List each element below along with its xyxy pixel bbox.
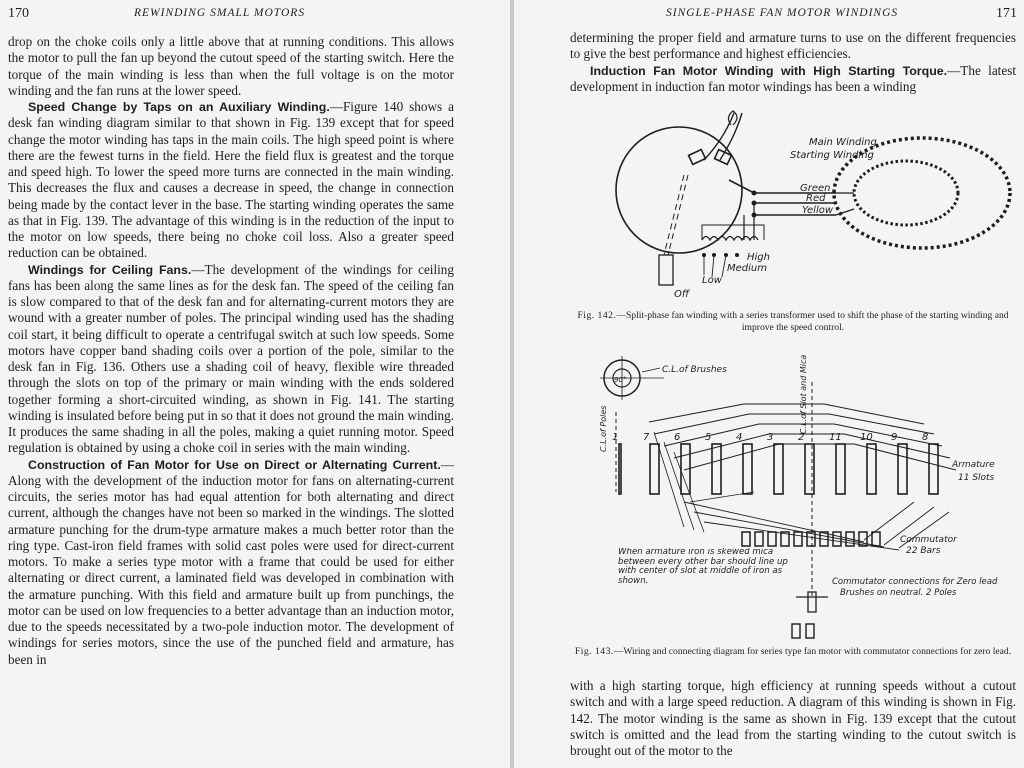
paragraph-text: determining the proper field and armature turns to use on the different frequencies to give the best performance and highest efficiencies.	[570, 30, 1016, 62]
right-page	[514, 0, 1024, 768]
paragraph	[8, 457, 454, 668]
label-starting-winding: Starting Winding	[790, 150, 874, 161]
page-number-right: 171	[996, 6, 1017, 21]
paragraph: with a high starting torque, high efficiency at running speeds without a cutout switch and with a large speed reduction. A diagram of this winding is shown in Fig. 142. The motor winding is the same as shown in Fig. 139 except that the cutout switch is omitted and the lead from the starting winding to the cutout switch is brought out of the motor to the	[570, 678, 1016, 758]
armature-slot	[867, 444, 876, 494]
brush-right	[806, 624, 814, 638]
figure-143-caption-text: —Wiring and connecting diagram for series type fan motor with commutator connections for zero lead.	[613, 646, 1012, 657]
label-main-winding: Main Winding	[809, 137, 877, 148]
label-armature: Armature	[952, 460, 995, 470]
terminal-left	[689, 150, 706, 165]
section-heading: Speed Change by Taps on an Auxiliary Winding.	[28, 100, 330, 114]
switch-lever	[664, 175, 688, 255]
slot-number: 9	[891, 432, 898, 443]
page-number-left: 170	[8, 6, 29, 21]
section-heading: Induction Fan Motor Winding with High Starting Torque.	[590, 63, 948, 78]
commutator-bar	[794, 532, 802, 546]
slot-number: 5	[705, 432, 712, 443]
paragraph-text: —The latest development in induction fan motor windings has been a winding	[570, 62, 1016, 94]
paragraph	[570, 63, 1016, 96]
paragraph-text: —Figure 140 shows a desk fan winding diagram similar to that shown in Fig. 139 except that for speed change the motor winding has taps in the main coils. The high speed point is where there are the fewest turns in the field. Here the field flux is greatest and the torque and speed high. To lower the speed more turns are connected in the main winding. This decreases the flux and causes a decrease in speed, the change in connection being made by the contact lever in the base. The starting winding operates the same as that in Fig. 139. The advantage of this winding is in the reduction of the input to the motor on low speeds, there being no choke coil loss. Also a greater speed reduction can be obtained.	[8, 99, 454, 261]
paragraph	[8, 262, 454, 457]
commutator-bars	[742, 532, 880, 546]
armature-slot	[836, 444, 845, 494]
main-winding-coil-inner	[854, 161, 958, 225]
slot-number: 2	[798, 432, 805, 443]
slot-number: 1	[612, 432, 619, 443]
label-cl-slot: C.L.of Slot and Mica	[799, 354, 808, 434]
label-medium: Medium	[727, 263, 767, 274]
label-cl-brushes: C.L.of Brushes	[662, 365, 727, 375]
armature-slot	[774, 444, 783, 494]
right-top-text	[570, 30, 1016, 95]
commutator-bar	[872, 532, 880, 546]
label-connections: Commutator connections for Zero lead	[832, 577, 998, 587]
figure-142-diagram	[604, 105, 1024, 300]
slot-number: 3	[767, 432, 774, 443]
armature-slot	[805, 444, 814, 494]
label-low: Low	[702, 275, 722, 286]
label-skew-note: When armature iron is skewed mica between every other bar should line up with center of slot at middle of iron as shown.	[618, 548, 788, 586]
paragraph-text: —The development of the windings for ceiling fans has been along the same lines as for the desk fan. The speed of the ceiling fan is slow compared to that of the desk fan and for alternating-current motors they are wound with a greater number of poles. The principal winding used has the shading coil start, it being difficult to operate a centrifugal switch at such low speeds. Some motors have copper band shading coils over a portion of the pole, similar to the desk fan in Fig. 136. Others use a shading coil of heavy, flexible wire threaded through the slots on top of the primary or main winding with the ends soldered together forming a short-circuited winding, as shown in Fig. 141. The starting winding is insulated before being put in so that it does not ground the main winding. It produces the same shading in all the poles, making a quiet running motor. Speed regulation is obtained by using a choke coil in series with the main winding.	[8, 261, 454, 456]
left-body-text	[8, 34, 454, 668]
figure-143-label: Fig. 143.	[574, 646, 614, 657]
armature-slot	[619, 444, 621, 494]
brush-left	[792, 624, 800, 638]
slot-number: 8	[922, 432, 929, 443]
section-heading: Windings for Ceiling Fans.	[28, 262, 192, 277]
motor-frame-circle	[616, 127, 742, 253]
paragraph-text: —Along with the development of the induction motor for fans on alternating-current circuits, the series motor has had equal attention for both alternating and direct current, although the changes have not been so marked in the windings. The slotted armature punching for the drum-type armature makes a much better rotor than the ring type. Cast-iron field frames with solid cast poles were used for direct-current motors. To make a series type motor with a frame that could be used for either alternating or direct current, a laminated field was developed in combination with the armature punching. With this field and armature built up from punchings, the motor can be used on low frequencies to a better advantage than an induction motor, due to the speeds necessitated by a two-pole induction motor. The development of windings for series motors, since the use of the punched field and armature, has been in	[8, 456, 454, 667]
label-angle: 90°	[614, 376, 627, 384]
label-cl-poles: C.L.of Poles	[599, 405, 608, 452]
commutator-bar	[742, 532, 750, 546]
label-yellow: Yellow	[802, 205, 834, 216]
slot-number: 10	[860, 432, 873, 443]
paragraph-text: drop on the choke coils only a little above that at running conditions. This allows the motor to pull the fan up beyond the cutout speed of the starting switch. Here the torque of the main winding is less than when the full voltage is on the motor winding and the fan runs at the lower speed.	[8, 34, 454, 98]
slot-number: 7	[643, 432, 650, 443]
label-commutator: Commutator	[900, 535, 957, 545]
label-green: Green	[800, 183, 831, 194]
speed-taps-coil	[702, 237, 758, 241]
armature-slot	[712, 444, 721, 494]
slot-number: 4	[736, 432, 743, 443]
label-red: Red	[806, 193, 826, 204]
paragraph	[8, 34, 454, 99]
slot-number: 6	[674, 432, 681, 443]
figure-143-caption	[570, 646, 1016, 658]
section-heading: Construction of Fan Motor for Use on Direct or Alternating Current.	[28, 457, 441, 472]
running-head-left: REWINDING SMALL MOTORS	[134, 7, 306, 19]
label-high: High	[747, 252, 770, 263]
label-slots: 11 Slots	[958, 473, 995, 483]
figure-142-caption-text: —Split-phase fan winding with a series transformer used to shift the phase of the starting winding and improve the speed control.	[616, 310, 1009, 333]
armature-slot	[898, 444, 907, 494]
label-bars: 22 Bars	[906, 546, 941, 556]
right-bottom-text	[570, 678, 1016, 759]
label-off: Off	[674, 289, 690, 300]
left-page	[0, 0, 510, 768]
figure-143-diagram	[594, 342, 1024, 642]
armature-slot	[650, 444, 659, 494]
running-head-right: SINGLE-PHASE FAN MOTOR WINDINGS	[666, 7, 899, 19]
label-brushes: Brushes on neutral. 2 Poles	[840, 588, 957, 598]
figure-142-label: Fig. 142.	[577, 310, 617, 321]
paragraph	[570, 30, 1016, 63]
figure-142-caption	[570, 310, 1016, 333]
paragraph	[8, 99, 454, 262]
commutator-bar	[768, 532, 776, 546]
armature-slot	[929, 444, 938, 494]
commutator-bar	[755, 532, 763, 546]
slot-number: 11	[829, 432, 842, 443]
